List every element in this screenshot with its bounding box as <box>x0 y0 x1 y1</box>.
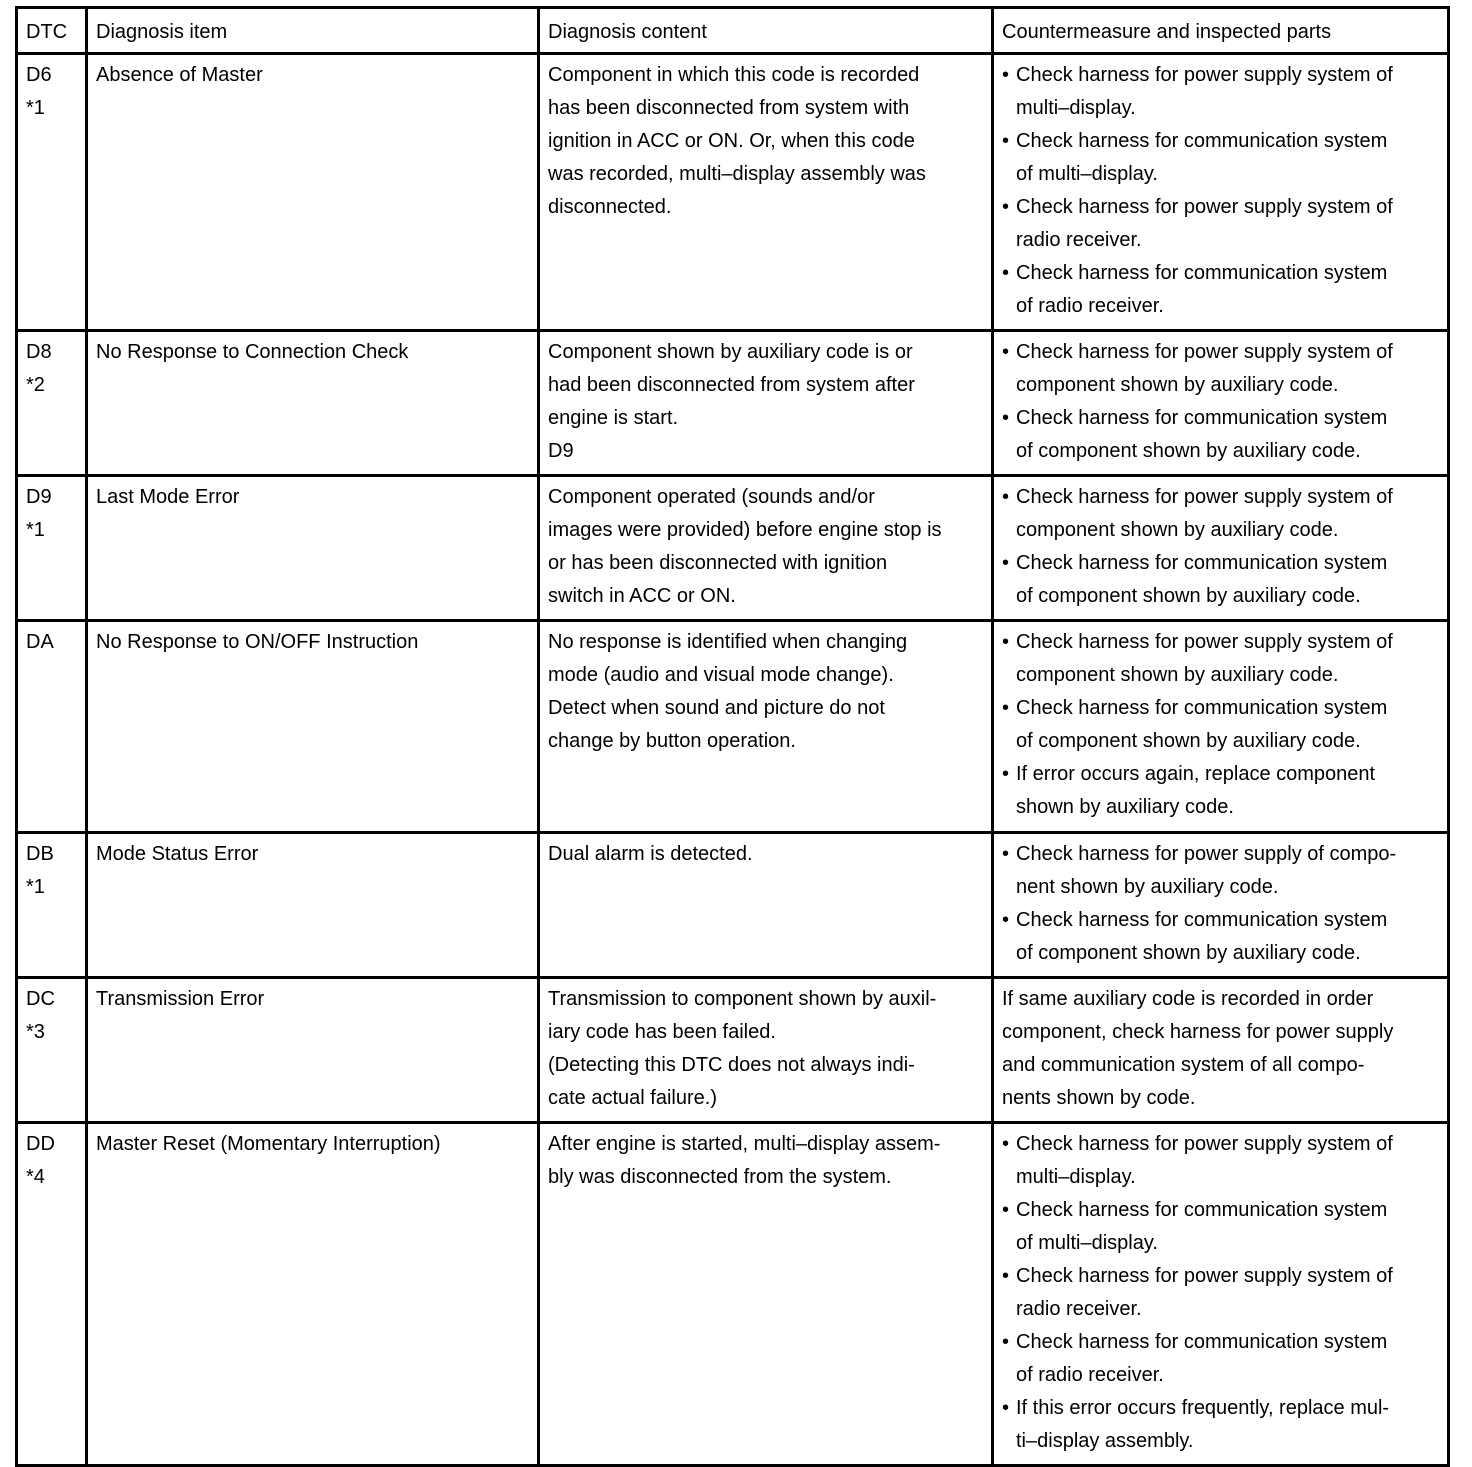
countermeasure-line: • Check harness for communication system <box>1016 130 1388 152</box>
countermeasure-list <box>1002 626 1439 824</box>
countermeasure-line: • If this error occurs frequently, replace mul- <box>1016 1397 1390 1419</box>
header-diagnosis-content: Diagnosis content <box>539 8 993 54</box>
dtc-cell <box>17 54 87 331</box>
content-line: cate actual failure.) <box>548 1087 717 1109</box>
countermeasure-line: • Check harness for communication system <box>1016 262 1388 284</box>
table-row <box>17 476 1449 621</box>
countermeasure-line: component shown by auxiliary code. <box>1016 519 1339 541</box>
countermeasure-line: of multi–display. <box>1016 163 1158 185</box>
countermeasure-line: • Check harness for communication system <box>1016 552 1388 574</box>
countermeasure-line: • Check harness for power supply system of <box>1016 631 1393 653</box>
countermeasure-line: of component shown by auxiliary code. <box>1016 440 1361 462</box>
diagnosis-item-cell: Last Mode Error <box>87 476 539 621</box>
header-dtc: DTC <box>17 8 87 54</box>
countermeasure-item <box>1002 1128 1439 1194</box>
countermeasure-line: • Check harness for communication system <box>1016 407 1388 429</box>
diagnosis-content-cell <box>539 331 993 476</box>
dtc-note: *1 <box>26 97 45 119</box>
dtc-cell <box>17 331 87 476</box>
dtc-note: *2 <box>26 374 45 396</box>
diagnosis-content-cell <box>539 54 993 331</box>
countermeasure-line: of radio receiver. <box>1016 1364 1164 1386</box>
countermeasure-line: radio receiver. <box>1016 229 1142 251</box>
countermeasure-line: • Check harness for power supply system of <box>1016 1133 1393 1155</box>
countermeasure-line: • If error occurs again, replace component <box>1016 763 1376 785</box>
table-row <box>17 621 1449 833</box>
countermeasure-line: • Check harness for power supply system of <box>1016 1265 1393 1287</box>
dtc-note: *1 <box>26 876 45 898</box>
countermeasure-line: multi–display. <box>1016 1166 1136 1188</box>
content-line: Detect when sound and picture do not <box>548 697 885 719</box>
countermeasure-item <box>1002 1260 1439 1326</box>
countermeasure-line: If same auxiliary code is recorded in order <box>1002 988 1374 1010</box>
dtc-code: DD <box>26 1133 55 1155</box>
countermeasure-cell <box>993 54 1449 331</box>
countermeasure-cell <box>993 978 1449 1123</box>
diagnosis-item-cell: No Response to Connection Check <box>87 331 539 476</box>
diagnosis-content-cell <box>539 476 993 621</box>
content-line: Dual alarm is detected. <box>548 843 753 865</box>
countermeasure-line: • Check harness for communication system <box>1016 909 1388 931</box>
content-line: Component operated (sounds and/or <box>548 486 875 508</box>
dtc-code: DC <box>26 988 55 1010</box>
countermeasure-list <box>1002 336 1439 468</box>
diagnosis-item-cell: Mode Status Error <box>87 833 539 978</box>
countermeasure-item <box>1002 758 1439 824</box>
countermeasure-cell <box>993 1123 1449 1466</box>
countermeasure-line: component shown by auxiliary code. <box>1016 374 1339 396</box>
dtc-cell <box>17 621 87 833</box>
dtc-cell <box>17 833 87 978</box>
countermeasure-line: multi–display. <box>1016 97 1136 119</box>
countermeasure-line: component, check harness for power supply <box>1002 1021 1394 1043</box>
countermeasure-line: nents shown by code. <box>1002 1087 1196 1109</box>
dtc-note: *4 <box>26 1166 45 1188</box>
content-line: bly was disconnected from the system. <box>548 1166 892 1188</box>
countermeasure-line: of multi–display. <box>1016 1232 1158 1254</box>
countermeasure-item <box>1002 257 1439 323</box>
content-line: mode (audio and visual mode change). <box>548 664 894 686</box>
content-line: images were provided) before engine stop is <box>548 519 942 541</box>
countermeasure-line: nent shown by auxiliary code. <box>1016 876 1279 898</box>
content-line: change by button operation. <box>548 730 796 752</box>
diagnosis-content-cell <box>539 621 993 833</box>
content-line: switch in ACC or ON. <box>548 585 736 607</box>
content-line: had been disconnected from system after <box>548 374 915 396</box>
diagnosis-content-cell <box>539 833 993 978</box>
countermeasure-line: • Check harness for power supply system of <box>1016 196 1393 218</box>
countermeasure-item <box>1002 692 1439 758</box>
content-line: Component in which this code is recorded <box>548 64 920 86</box>
countermeasure-item <box>1002 191 1439 257</box>
countermeasure-cell <box>993 331 1449 476</box>
diagnosis-item-cell: Transmission Error <box>87 978 539 1123</box>
countermeasure-line: • Check harness for communication system <box>1016 1331 1388 1353</box>
countermeasure-list <box>1002 481 1439 613</box>
countermeasure-line: • Check harness for communication system <box>1016 1199 1388 1221</box>
countermeasure-item <box>1002 336 1439 402</box>
countermeasure-line: ti–display assembly. <box>1016 1430 1194 1452</box>
countermeasure-line: radio receiver. <box>1016 1298 1142 1320</box>
countermeasure-list <box>1002 59 1439 323</box>
dtc-table <box>15 6 1450 1467</box>
dtc-cell <box>17 978 87 1123</box>
countermeasure-item <box>1002 481 1439 547</box>
dtc-cell <box>17 1123 87 1466</box>
dtc-code: D9 <box>26 486 52 508</box>
content-line: has been disconnected from system with <box>548 97 910 119</box>
countermeasure-item <box>1002 904 1439 970</box>
countermeasure-cell <box>993 621 1449 833</box>
countermeasure-item <box>1002 59 1439 125</box>
table-row <box>17 833 1449 978</box>
countermeasure-line: of component shown by auxiliary code. <box>1016 730 1361 752</box>
content-line: ignition in ACC or ON. Or, when this code <box>548 130 915 152</box>
countermeasure-line: shown by auxiliary code. <box>1016 796 1234 818</box>
table-header-row <box>17 8 1449 54</box>
countermeasure-item <box>1002 1194 1439 1260</box>
content-line: After engine is started, multi–display assem- <box>548 1133 941 1155</box>
countermeasure-list <box>1002 838 1439 970</box>
countermeasure-item <box>1002 402 1439 468</box>
content-line: engine is start. <box>548 407 679 429</box>
countermeasure-cell <box>993 476 1449 621</box>
table-row <box>17 978 1449 1123</box>
table-row <box>17 1123 1449 1466</box>
content-line: D9 <box>548 440 574 462</box>
countermeasure-cell <box>993 833 1449 978</box>
content-line: (Detecting this DTC does not always indi- <box>548 1054 915 1076</box>
header-countermeasure: Countermeasure and inspected parts <box>993 8 1449 54</box>
table-row <box>17 54 1449 331</box>
countermeasure-line: of radio receiver. <box>1016 295 1164 317</box>
countermeasure-item <box>1002 1326 1439 1392</box>
countermeasure-item <box>1002 626 1439 692</box>
header-diagnosis-item: Diagnosis item <box>87 8 539 54</box>
dtc-note: *3 <box>26 1021 45 1043</box>
countermeasure-item <box>1002 547 1439 613</box>
content-line: iary code has been failed. <box>548 1021 776 1043</box>
diagnosis-content-cell <box>539 978 993 1123</box>
dtc-code: D6 <box>26 64 52 86</box>
content-line: was recorded, multi–display assembly was <box>548 163 926 185</box>
dtc-note: *1 <box>26 519 45 541</box>
countermeasure-list <box>1002 1128 1439 1458</box>
countermeasure-line: • Check harness for power supply of compo- <box>1016 843 1397 865</box>
diagnosis-item-cell: Absence of Master <box>87 54 539 331</box>
countermeasure-line: • Check harness for power supply system of <box>1016 486 1393 508</box>
dtc-code: DB <box>26 843 54 865</box>
countermeasure-line: and communication system of all compo- <box>1002 1054 1365 1076</box>
countermeasure-item <box>1002 838 1439 904</box>
content-line: or has been disconnected with ignition <box>548 552 888 574</box>
content-line: No response is identified when changing <box>548 631 908 653</box>
content-line: Transmission to component shown by auxil- <box>548 988 937 1010</box>
countermeasure-item <box>1002 125 1439 191</box>
countermeasure-item <box>1002 1392 1439 1458</box>
content-line: Component shown by auxiliary code is or <box>548 341 913 363</box>
table-row <box>17 331 1449 476</box>
dtc-code: D8 <box>26 341 52 363</box>
dtc-cell <box>17 476 87 621</box>
countermeasure-line: • Check harness for communication system <box>1016 697 1388 719</box>
diagnosis-item-cell: No Response to ON/OFF Instruction <box>87 621 539 833</box>
content-line: disconnected. <box>548 196 672 218</box>
countermeasure-line: of component shown by auxiliary code. <box>1016 942 1361 964</box>
countermeasure-line: of component shown by auxiliary code. <box>1016 585 1361 607</box>
diagnosis-content-cell <box>539 1123 993 1466</box>
diagnosis-item-cell: Master Reset (Momentary Interruption) <box>87 1123 539 1466</box>
countermeasure-line: component shown by auxiliary code. <box>1016 664 1339 686</box>
countermeasure-line: • Check harness for power supply system of <box>1016 64 1393 86</box>
countermeasure-line: • Check harness for power supply system of <box>1016 341 1393 363</box>
dtc-code: DA <box>26 631 54 653</box>
